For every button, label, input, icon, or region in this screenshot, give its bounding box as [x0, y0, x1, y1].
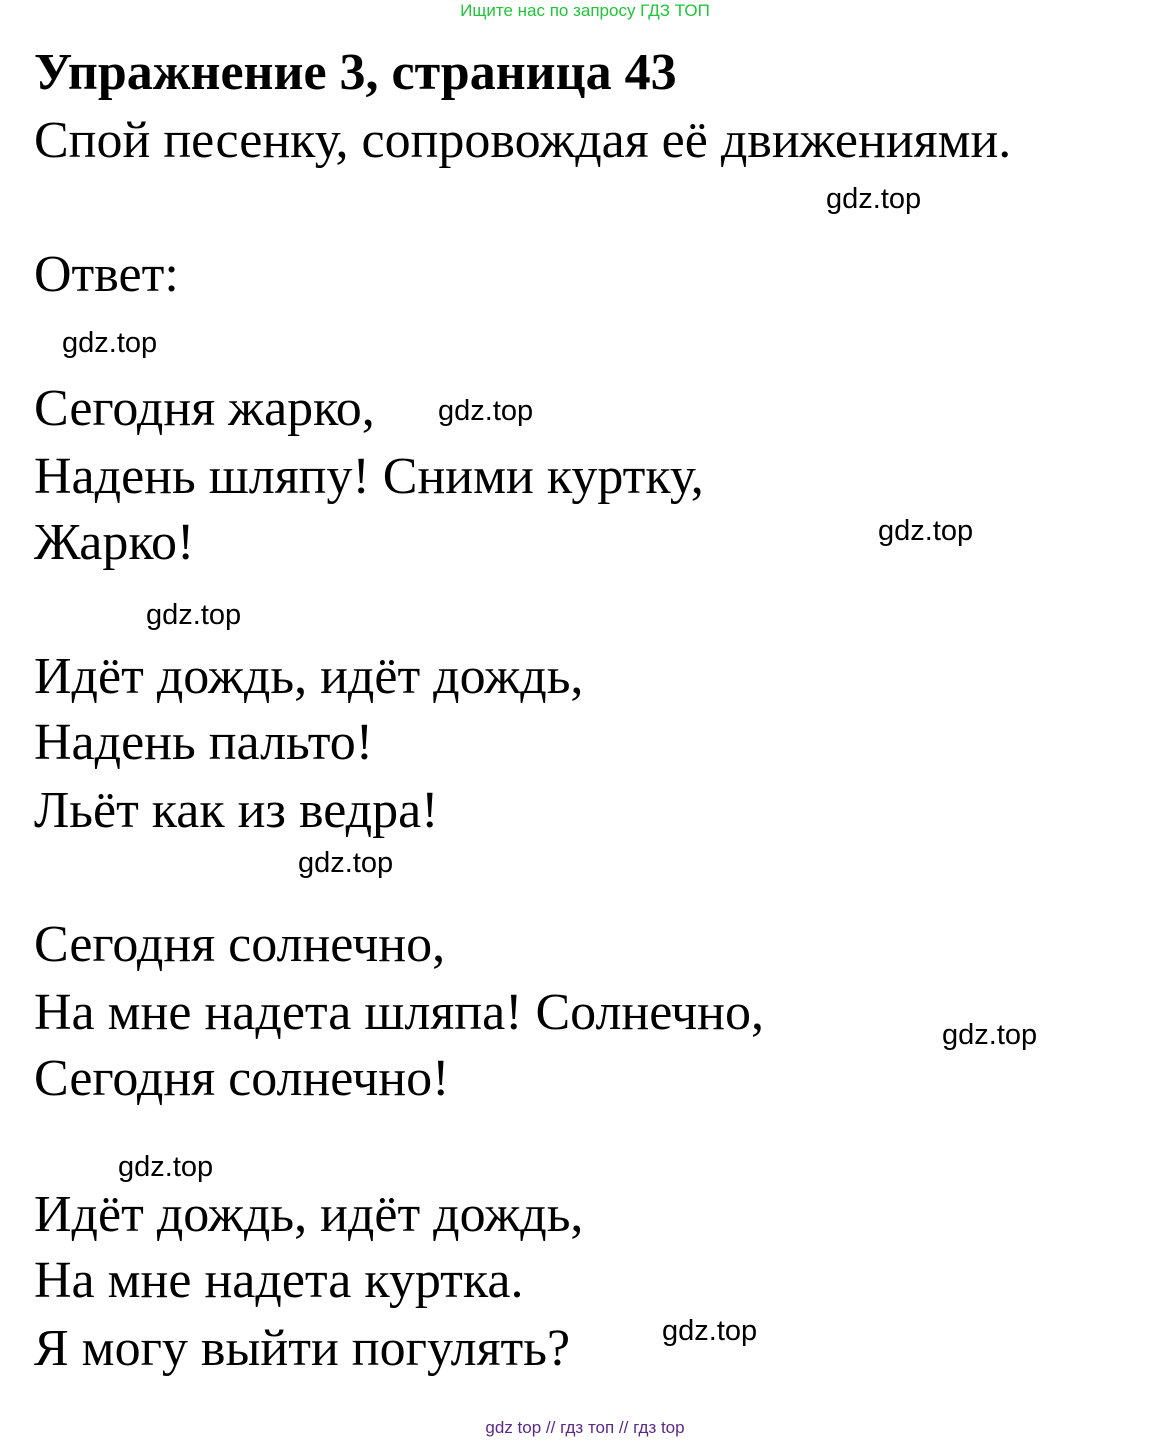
verse-1-line-2: Надень шляпу! Сними куртку,	[34, 448, 704, 505]
watermark: gdz.top	[298, 847, 394, 879]
footer-links[interactable]: gdz top // гдз топ // гдз top	[485, 1418, 685, 1437]
verse-3-line-2: На мне надета шляпа! Солнечно,	[34, 984, 765, 1041]
top-banner: Ищите нас по запросу ГДЗ ТОП	[460, 1, 710, 20]
watermark: gdz.top	[118, 1151, 214, 1183]
verse-1-line-1: Сегодня жарко,	[34, 380, 375, 437]
verse-2-line-2: Надень пальто!	[34, 714, 374, 771]
watermark: gdz.top	[62, 327, 158, 359]
verse-2-line-3: Льёт как из ведра!	[34, 782, 439, 839]
exercise-task: Спой песенку, сопровождая её движениями.	[34, 112, 1012, 169]
verse-3-line-3: Сегодня солнечно!	[34, 1050, 450, 1107]
verse-4-line-2: На мне надета куртка.	[34, 1252, 524, 1309]
verse-4-line-3: Я могу выйти погулять?	[34, 1320, 571, 1377]
watermark: gdz.top	[826, 183, 922, 215]
verse-2-line-1: Идёт дождь, идёт дождь,	[34, 648, 584, 705]
verse-3-line-1: Сегодня солнечно,	[34, 916, 446, 973]
exercise-title: Упражнение 3, страница 43	[34, 44, 677, 101]
verse-1-line-3: Жарко!	[34, 514, 195, 571]
answer-label: Ответ:	[34, 246, 179, 303]
watermark: gdz.top	[942, 1019, 1038, 1051]
watermark: gdz.top	[146, 599, 242, 631]
watermark: gdz.top	[878, 515, 974, 547]
verse-4-line-1: Идёт дождь, идёт дождь,	[34, 1186, 584, 1243]
watermark: gdz.top	[438, 395, 534, 427]
watermark: gdz.top	[662, 1315, 758, 1347]
